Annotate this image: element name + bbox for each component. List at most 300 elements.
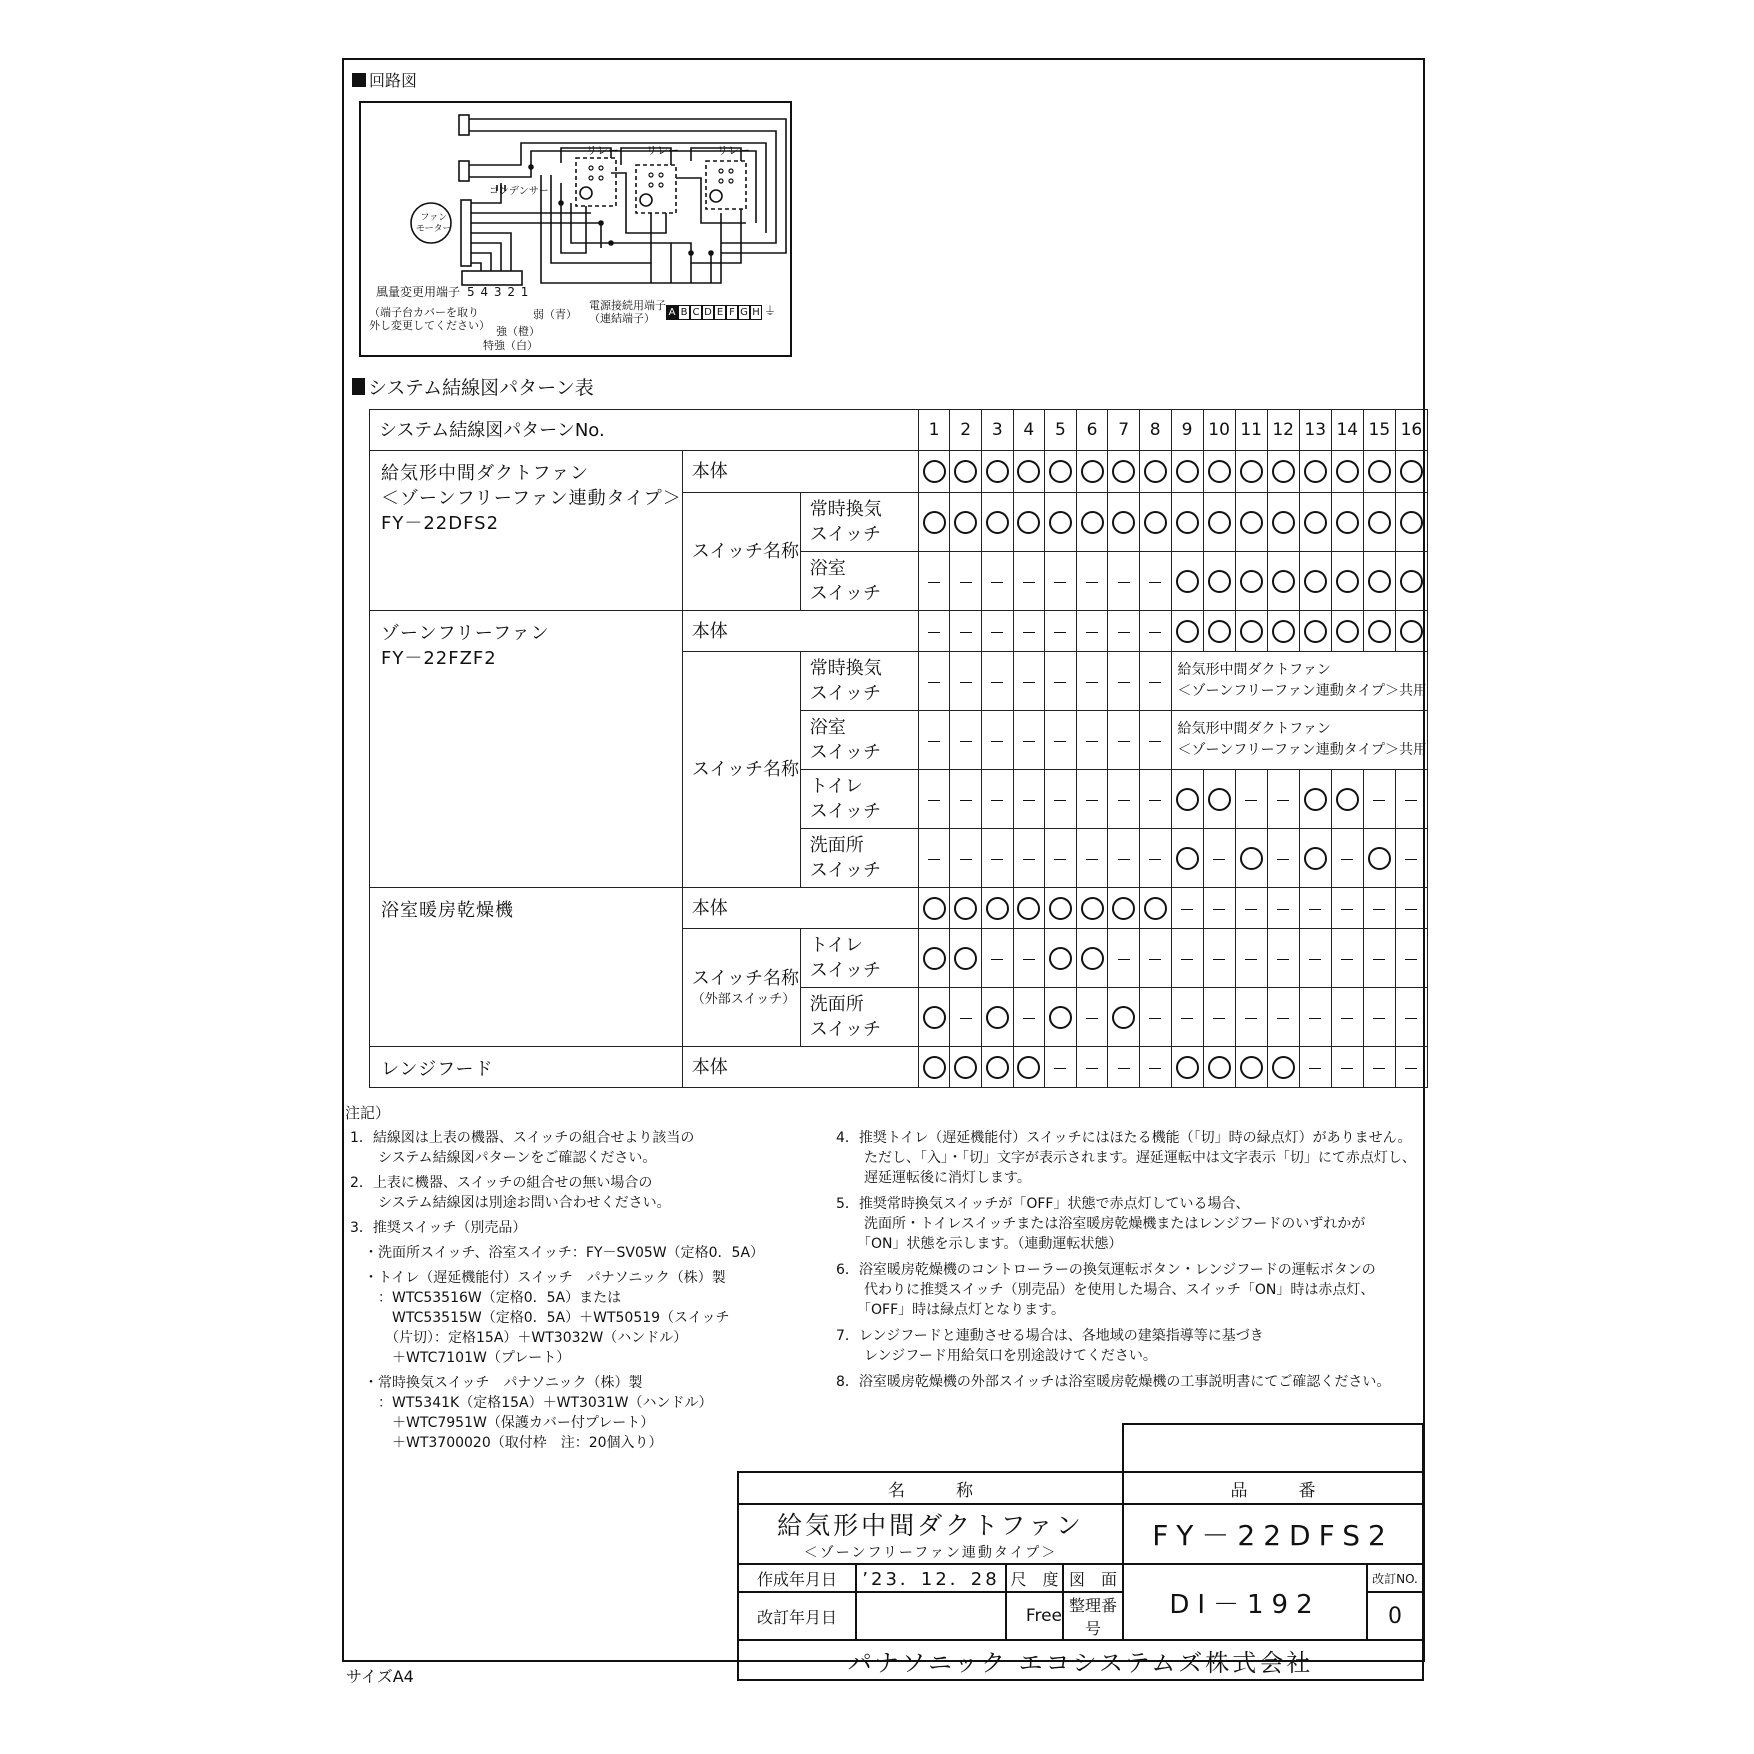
dash-mark-icon (1086, 1018, 1098, 1019)
switch-always: 常時換気 スイッチ (800, 652, 918, 711)
dash-mark-icon (1086, 632, 1098, 633)
pattern-cell (1299, 929, 1331, 988)
pattern-cell (1045, 770, 1077, 829)
circle-mark-icon (1240, 1056, 1263, 1079)
dash-mark-icon (1277, 909, 1289, 910)
circle-mark-icon (1368, 460, 1391, 483)
pattern-cell (1045, 988, 1077, 1047)
circle-mark-icon (1240, 570, 1263, 593)
relay-label-3: リレー (717, 144, 750, 157)
dash-mark-icon (1405, 800, 1417, 801)
pattern-cell (1045, 451, 1077, 493)
power-terminal-d: D (702, 305, 714, 320)
pattern-cell (1108, 552, 1140, 611)
pattern-cell (1139, 929, 1171, 988)
product-name: 給気形中間ダクトファン (777, 1511, 1084, 1540)
dash-mark-icon (928, 800, 940, 801)
circle-mark-icon (1304, 847, 1327, 870)
pattern-cell (1076, 888, 1108, 929)
dash-mark-icon (1405, 959, 1417, 960)
pattern-cell (1299, 552, 1331, 611)
pattern-cell (1363, 988, 1395, 1047)
pattern-cell (950, 888, 982, 929)
circle-mark-icon (1176, 570, 1199, 593)
pattern-cell (1363, 451, 1395, 493)
dash-mark-icon (1245, 959, 1257, 960)
pattern-cell (950, 552, 982, 611)
external-switch-note: （外部スイッチ） (691, 992, 796, 1007)
pattern-cell (1171, 888, 1203, 929)
dash-mark-icon (928, 682, 940, 683)
circle-mark-icon (923, 1006, 946, 1029)
circuit-diagram (359, 101, 792, 357)
pattern-cell (1139, 770, 1171, 829)
dash-mark-icon (1118, 741, 1130, 742)
circle-mark-icon (923, 897, 946, 920)
switch-name-text: スイッチ名称 (691, 759, 800, 780)
switch-name-label (682, 493, 800, 611)
circle-mark-icon (1144, 460, 1167, 483)
pattern-cell (1076, 711, 1108, 770)
body-label: 本体 (682, 611, 918, 652)
company-name: パナソニック エコシステムズ株式会社 (738, 1640, 1423, 1680)
circle-mark-icon (1336, 570, 1359, 593)
dash-mark-icon (1086, 682, 1098, 683)
pattern-cell (1395, 829, 1427, 888)
pattern-cell (1171, 770, 1203, 829)
pattern-cell (1363, 1047, 1395, 1088)
dash-mark-icon (1149, 582, 1161, 583)
pattern-cell (1045, 711, 1077, 770)
circle-mark-icon (923, 460, 946, 483)
pattern-cell (1331, 493, 1363, 552)
pattern-cell (1395, 770, 1427, 829)
note-line: ＋WT3700020（取付枠 注：20個入り） (350, 1435, 663, 1451)
pattern-cell (1363, 888, 1395, 929)
circle-mark-icon (1176, 847, 1199, 870)
power-terminal-row (666, 305, 776, 320)
body-label: 本体 (682, 451, 918, 493)
pattern-cell (1045, 611, 1077, 652)
dash-mark-icon (960, 800, 972, 801)
circle-mark-icon (1176, 1056, 1199, 1079)
dash-mark-icon (1118, 1068, 1130, 1069)
pattern-cell (1203, 611, 1235, 652)
drawing-number: DI－192 (1123, 1564, 1367, 1640)
circle-mark-icon (1112, 1006, 1135, 1029)
switch-name-text: スイッチ名称 (691, 968, 800, 989)
square-bullet-icon (352, 378, 365, 395)
circle-mark-icon (1176, 788, 1199, 811)
dash-mark-icon (1118, 959, 1130, 960)
pattern-cell (1108, 770, 1140, 829)
circle-mark-icon (1368, 847, 1391, 870)
dash-mark-icon (1373, 959, 1385, 960)
dash-mark-icon (960, 859, 972, 860)
pattern-number: 13 (1299, 410, 1331, 451)
circle-mark-icon (1049, 511, 1072, 534)
dash-mark-icon (1149, 741, 1161, 742)
header-label: システム結線図パターンNo. (370, 410, 919, 451)
pattern-cell (1331, 929, 1363, 988)
pattern-cell (981, 829, 1013, 888)
square-bullet-icon (352, 73, 366, 87)
table-row (370, 1047, 1428, 1088)
dash-mark-icon (1023, 582, 1035, 583)
pattern-cell (981, 552, 1013, 611)
pattern-number: 4 (1013, 410, 1045, 451)
dash-mark-icon (1309, 1068, 1321, 1069)
pattern-cell (950, 1047, 982, 1088)
pattern-cell (1203, 770, 1235, 829)
note-line: 遅延運転後に消灯します。 (836, 1170, 1031, 1186)
dash-mark-icon (991, 800, 1003, 801)
part-label: 品 番 (1123, 1472, 1423, 1504)
circle-mark-icon (1368, 511, 1391, 534)
power-terminal-f: F (726, 305, 738, 320)
pattern-number: 16 (1395, 410, 1427, 451)
device-name: 浴室暖房乾燥機 (370, 888, 683, 1047)
pattern-cell (1045, 552, 1077, 611)
circle-mark-icon (1272, 1056, 1295, 1079)
circle-mark-icon (1176, 620, 1199, 643)
pattern-cell (1203, 552, 1235, 611)
circle-mark-icon (1049, 897, 1072, 920)
table-row (370, 888, 1428, 929)
pattern-cell (1235, 552, 1267, 611)
pattern-cell (1299, 888, 1331, 929)
dash-mark-icon (1149, 632, 1161, 633)
dash-mark-icon (1245, 1018, 1257, 1019)
pattern-cell (1013, 711, 1045, 770)
circle-mark-icon (1049, 460, 1072, 483)
device-name: ゾーンフリーファン FY－22FZF2 (370, 611, 683, 888)
pattern-cell (918, 770, 950, 829)
pattern-number: 11 (1235, 410, 1267, 451)
pattern-cell (981, 1047, 1013, 1088)
dash-mark-icon (1086, 1068, 1098, 1069)
pattern-cell (1203, 1047, 1235, 1088)
notes-right (836, 1128, 1416, 1392)
note-line: 1．結線図は上表の機器、スイッチの組合せより該当の (350, 1130, 695, 1146)
pattern-cell (1395, 451, 1427, 493)
pattern-cell (1267, 770, 1299, 829)
pattern-cell (1203, 829, 1235, 888)
circle-mark-icon (1400, 570, 1423, 593)
pattern-cell (950, 988, 982, 1047)
pattern-cell (1108, 929, 1140, 988)
circle-mark-icon (1208, 620, 1231, 643)
pattern-cell (918, 888, 950, 929)
circle-mark-icon (1112, 460, 1135, 483)
power-terminal-h: H (750, 305, 762, 320)
relay-label-2: リレー (646, 144, 679, 157)
circle-mark-icon (1017, 460, 1040, 483)
switch-name-label (682, 652, 800, 888)
pattern-cell (1045, 493, 1077, 552)
dash-mark-icon (1149, 800, 1161, 801)
dash-mark-icon (1054, 582, 1066, 583)
pattern-cell (1235, 770, 1267, 829)
note-line: 「OFF」時は緑点灯となります。 (836, 1302, 1066, 1318)
body-label: 本体 (682, 1047, 918, 1088)
dash-mark-icon (1054, 859, 1066, 860)
pattern-number: 7 (1108, 410, 1140, 451)
dash-mark-icon (1023, 682, 1035, 683)
note-line: 「ON」状態を示します。（連動運転状態） (836, 1236, 1123, 1252)
name-label: 名 称 (738, 1472, 1123, 1504)
circle-mark-icon (1304, 511, 1327, 534)
pattern-cell (1076, 552, 1108, 611)
switch-toilet: トイレ スイッチ (800, 929, 918, 988)
pattern-cell (1108, 1047, 1140, 1088)
pattern-heading: システム結線図パターン表 (352, 373, 594, 400)
pattern-cell (1013, 770, 1045, 829)
pattern-cell (1108, 711, 1140, 770)
pattern-cell (918, 929, 950, 988)
circle-mark-icon (986, 897, 1009, 920)
dash-mark-icon (1245, 800, 1257, 801)
pattern-cell (1203, 988, 1235, 1047)
dash-mark-icon (960, 582, 972, 583)
switch-toilet: トイレ スイッチ (800, 770, 918, 829)
pattern-cell (1171, 552, 1203, 611)
pattern-cell (1013, 493, 1045, 552)
dash-mark-icon (991, 582, 1003, 583)
dash-mark-icon (1149, 682, 1161, 683)
dash-mark-icon (1245, 909, 1257, 910)
pattern-cell (1363, 770, 1395, 829)
revision-number: 0 (1367, 1592, 1423, 1640)
pattern-cell (1139, 988, 1171, 1047)
pattern-cell (1203, 929, 1235, 988)
pattern-cell (1171, 451, 1203, 493)
dash-mark-icon (1373, 800, 1385, 801)
dash-mark-icon (1405, 909, 1417, 910)
pattern-cell (1108, 988, 1140, 1047)
dash-mark-icon (1309, 909, 1321, 910)
pattern-number: 6 (1076, 410, 1108, 451)
circle-mark-icon (923, 947, 946, 970)
pattern-cell (1045, 829, 1077, 888)
dash-mark-icon (1341, 959, 1353, 960)
dash-mark-icon (1405, 1018, 1417, 1019)
pattern-number: 15 (1363, 410, 1395, 451)
dash-mark-icon (1181, 1018, 1193, 1019)
pattern-cell (1013, 451, 1045, 493)
circle-mark-icon (954, 947, 977, 970)
circle-mark-icon (1240, 620, 1263, 643)
pattern-cell (1013, 929, 1045, 988)
power-terminal-b: B (678, 305, 690, 320)
pattern-cell (1235, 611, 1267, 652)
product-name-cell (738, 1504, 1123, 1564)
dash-mark-icon (1023, 1018, 1035, 1019)
pattern-cell (1267, 552, 1299, 611)
pattern-number: 1 (918, 410, 950, 451)
pattern-cell (1139, 888, 1171, 929)
note-line: 洗面所・トイレスイッチまたは浴室暖房乾燥機またはレンジフードのいずれかが (836, 1216, 1366, 1232)
note-line: ＋WTC7101W（プレート） (350, 1350, 571, 1366)
title-block-blank (1122, 1423, 1424, 1473)
circle-mark-icon (1144, 511, 1167, 534)
strong-label: 強（橙） (496, 325, 540, 338)
pattern-cell (1267, 611, 1299, 652)
circle-mark-icon (1049, 1006, 1072, 1029)
pattern-cell (1395, 493, 1427, 552)
pattern-cell (950, 493, 982, 552)
dash-mark-icon (1118, 682, 1130, 683)
pattern-cell (1235, 988, 1267, 1047)
pattern-cell (1171, 1047, 1203, 1088)
device-name: 給気形中間ダクトファン ＜ゾーンフリーファン連動タイプ＞ FY－22DFS2 (370, 451, 683, 611)
dash-mark-icon (1277, 859, 1289, 860)
pattern-cell (950, 611, 982, 652)
circuit-heading: 回路図 (352, 68, 417, 91)
pattern-cell (1108, 451, 1140, 493)
circle-mark-icon (1336, 511, 1359, 534)
pattern-cell (1139, 493, 1171, 552)
circle-mark-icon (954, 511, 977, 534)
pattern-cell (1013, 829, 1045, 888)
switch-bath: 浴室 スイッチ (800, 552, 918, 611)
pattern-cell (1139, 652, 1171, 711)
circle-mark-icon (1272, 620, 1295, 643)
pattern-cell (1299, 829, 1331, 888)
relay-label-1: リレー (586, 144, 619, 157)
pattern-table (369, 409, 1428, 1088)
pattern-cell (1363, 829, 1395, 888)
pattern-cell (1076, 493, 1108, 552)
dash-mark-icon (1149, 859, 1161, 860)
pattern-cell (918, 493, 950, 552)
dash-mark-icon (1341, 1068, 1353, 1069)
pattern-cell (1395, 1047, 1427, 1088)
notes-left (350, 1128, 764, 1453)
switch-bath: 浴室 スイッチ (800, 711, 918, 770)
weak-label: 弱（青） (533, 308, 577, 321)
pattern-cell (918, 451, 950, 493)
pattern-number: 12 (1267, 410, 1299, 451)
pattern-cell (918, 611, 950, 652)
pattern-cell (1363, 493, 1395, 552)
pattern-cell (1299, 611, 1331, 652)
dash-mark-icon (991, 741, 1003, 742)
pattern-cell (1139, 451, 1171, 493)
table-header-row (370, 410, 1428, 451)
circle-mark-icon (1336, 620, 1359, 643)
note-line: （片切）：定格15A）＋WT3032W（ハンドル） (350, 1330, 688, 1346)
pattern-cell (1013, 988, 1045, 1047)
shared-note: 給気形中間ダクトファン ＜ゾーンフリーファン連動タイプ＞共用 (1171, 711, 1427, 770)
dash-mark-icon (1309, 959, 1321, 960)
pattern-cell (981, 929, 1013, 988)
capacitor-label: コンデンサー (489, 186, 549, 197)
dash-mark-icon (1086, 741, 1098, 742)
dash-mark-icon (960, 1018, 972, 1019)
pattern-cell (1267, 1047, 1299, 1088)
title-block (737, 1471, 1424, 1681)
note-line: 2．上表に機器、スイッチの組合せの無い場合の (350, 1175, 653, 1191)
cover-note: （端子台カバーを取り 外し変更してください） (369, 306, 490, 332)
dash-mark-icon (991, 959, 1003, 960)
pattern-cell (1139, 611, 1171, 652)
dash-mark-icon (1023, 632, 1035, 633)
ground-icon: ⏚ (764, 304, 777, 318)
pattern-cell (1139, 711, 1171, 770)
pattern-cell (1013, 652, 1045, 711)
pattern-cell (1299, 988, 1331, 1047)
power-terminal-label: 電源接続用端子 （連結端子） (589, 299, 666, 325)
paper-size: サイズA4 (346, 1667, 414, 1686)
circle-mark-icon (1112, 511, 1135, 534)
dash-mark-icon (1149, 1018, 1161, 1019)
note-line: システム結線図は別途お問い合わせください。 (350, 1195, 671, 1211)
power-terminal-c: C (690, 305, 702, 320)
dash-mark-icon (960, 632, 972, 633)
pattern-cell (1299, 770, 1331, 829)
pattern-cell (1108, 493, 1140, 552)
pattern-cell (1171, 929, 1203, 988)
pattern-cell (918, 711, 950, 770)
pattern-cell (981, 888, 1013, 929)
dash-mark-icon (1054, 741, 1066, 742)
pattern-cell (981, 988, 1013, 1047)
note-line: ＋WTC7951W（保護カバー付プレート） (350, 1415, 655, 1431)
dash-mark-icon (928, 859, 940, 860)
pattern-number: 2 (950, 410, 982, 451)
pattern-cell (1363, 552, 1395, 611)
pattern-cell (1139, 552, 1171, 611)
note-line: ただし、「入」・「切」文字が表示されます。遅延運転中は文字表示「切」にて赤点灯し、 (836, 1150, 1416, 1166)
revised-date (856, 1592, 1006, 1640)
pattern-cell (1395, 552, 1427, 611)
note-line: 7．レンジフードと連動させる場合は、各地域の建築指導等に基づき (836, 1328, 1264, 1344)
circle-mark-icon (1017, 511, 1040, 534)
dash-mark-icon (1118, 859, 1130, 860)
dash-mark-icon (960, 741, 972, 742)
product-name-sub: ＜ゾーンフリーファン連動タイプ＞ (803, 1545, 1058, 1561)
dash-mark-icon (1149, 959, 1161, 960)
wind-terminal-label: 風量変更用端子 (376, 285, 461, 299)
dash-mark-icon (1213, 1018, 1225, 1019)
circle-mark-icon (954, 460, 977, 483)
dash-mark-icon (991, 632, 1003, 633)
note-line: 3．推奨スイッチ（別売品） (350, 1220, 527, 1236)
power-terminal-g: G (738, 305, 750, 320)
pattern-cell (1235, 929, 1267, 988)
drawing-label: 図 面 (1063, 1564, 1123, 1592)
pattern-cell (1331, 1047, 1363, 1088)
revised-label: 改訂年月日 (738, 1592, 856, 1640)
pattern-cell (981, 611, 1013, 652)
pattern-cell (981, 711, 1013, 770)
circle-mark-icon (1208, 1056, 1231, 1079)
pattern-number: 8 (1139, 410, 1171, 451)
dash-mark-icon (1054, 800, 1066, 801)
circle-mark-icon (1400, 460, 1423, 483)
table-row (370, 451, 1428, 493)
circle-mark-icon (1304, 620, 1327, 643)
pattern-cell (1013, 611, 1045, 652)
pattern-cell (1235, 829, 1267, 888)
shared-note: 給気形中間ダクトファン ＜ゾーンフリーファン連動タイプ＞共用 (1171, 652, 1427, 711)
dash-mark-icon (1213, 859, 1225, 860)
circle-mark-icon (1240, 847, 1263, 870)
circle-mark-icon (1272, 570, 1295, 593)
circle-mark-icon (1176, 460, 1199, 483)
pattern-cell (1299, 493, 1331, 552)
